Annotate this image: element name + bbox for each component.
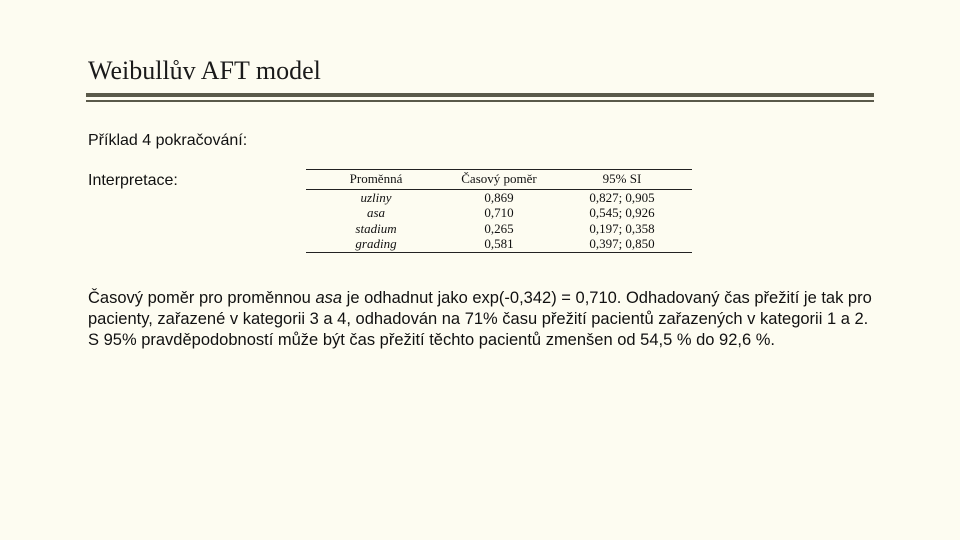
row-variable: stadium [355, 220, 397, 236]
table-row [306, 236, 692, 252]
interpretation-label: Interpretace: [88, 172, 178, 189]
header-confidence-interval: 95% SI [552, 170, 692, 190]
row-variable: grading [306, 236, 446, 252]
row-confidence-interval: 0,197; 0,358 [589, 220, 655, 236]
header-time-ratio: Časový poměr [446, 170, 552, 190]
title-divider-thin [86, 100, 874, 102]
row-time-ratio: 0,265 [484, 220, 514, 236]
table-row [306, 205, 692, 221]
table-row [306, 221, 692, 237]
table-row [306, 189, 692, 205]
header-variable: Proměnná [306, 170, 446, 190]
table-header-row [306, 170, 692, 190]
interpretation-paragraph [88, 288, 878, 351]
row-confidence-interval: 0,397; 0,850 [552, 236, 692, 252]
row-time-ratio: 0,710 [484, 205, 514, 220]
slide-title: Weibullův AFT model [88, 56, 321, 85]
row-variable: uzliny [360, 189, 392, 205]
row-confidence-interval: 0,545; 0,926 [589, 205, 655, 220]
slide-subtitle: Příklad 4 pokračování: [88, 132, 248, 149]
results-table [306, 169, 692, 253]
row-time-ratio: 0,581 [446, 236, 552, 252]
paragraph-text-end: je odhadnut jako exp(-0,342) = 0,710. Odhadovaný čas přežití je tak pro pacienty, zařazené v kategorii 3 a 4, odhadován na 71% času přežití pacientů zařazených v kategorii 1 a 2. S 95% pravděpodobností může být čas přežití těchto pacientů zmenšen od 54,5 % do 92,6 %. [88, 289, 872, 349]
row-confidence-interval: 0,827; 0,905 [589, 189, 655, 205]
paragraph-text-start: Časový poměr pro proměnnou [88, 289, 316, 307]
row-variable: asa [366, 205, 386, 220]
paragraph-variable-emphasis: asa [315, 289, 343, 307]
row-time-ratio: 0,869 [484, 189, 514, 205]
title-divider-thick [86, 93, 874, 97]
